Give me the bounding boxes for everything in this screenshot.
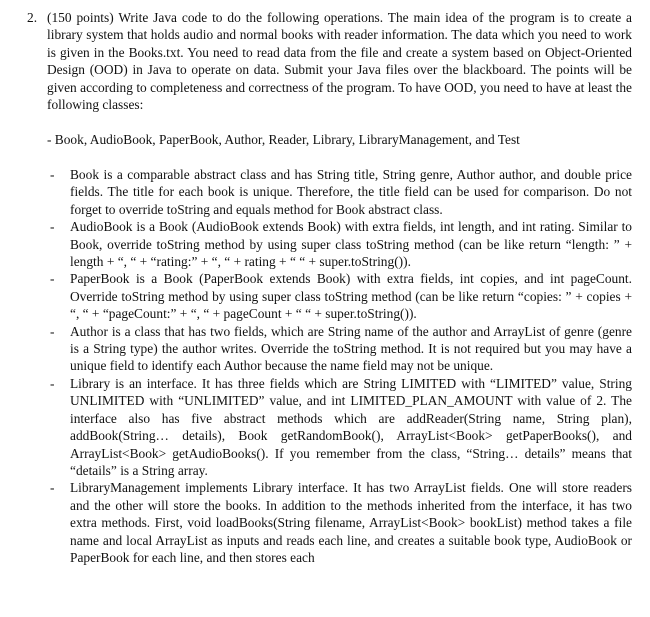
requirement-text: AudioBook is a Book (AudioBook extends Book) with extra fields, int length, and int rating. Similar to Book, override toString method by using super class toString method (can be like return “length: ” + length + “, “ + “rating:” + “, “ + rating + “ “ + super.toString()). <box>70 219 632 270</box>
requirement-text: PaperBook is a Book (PaperBook extends Book) with extra fields, int copies, and int pageCount. Override toString method by using super class toString method (can be like return “copies: ” + copies + “, “ + “pageCount:” + “, “ + pageCount + “ “ + super.toString()). <box>70 271 632 322</box>
requirement-book <box>47 166 632 218</box>
requirement-library <box>47 375 632 479</box>
requirement-text: Library is an interface. It has three fields which are String LIMITED with “LIMITED” value, String UNLIMITED with “UNLIMITED” value, and int LIMITED_PLAN_AMOUNT with value of 2. The interface also has five abstract methods which are addReader(String name, String plan), addBook(String… details), Book getRandomBook(), ArrayList<Book> getPaperBooks(), and ArrayList<Book> getAudioBooks(). If you remember from the class, “String… details” means that “details” is a String array. <box>70 375 632 478</box>
requirement-librarymanagement <box>47 479 632 566</box>
question-number: 2. <box>27 10 38 25</box>
requirement-text: Book is a comparable abstract class and has String title, String genre, Author author, and double price fields. The title for each book is unique. Therefore, the title field can be used for comparison. Do not forget to override toString and equals method for Book abstract class. <box>70 167 632 217</box>
requirement-audiobook <box>47 218 632 270</box>
bullet-dash: - <box>50 323 55 339</box>
required-classes-line: - Book, AudioBook, PaperBook, Author, Reader, Library, LibraryManagement, and Test <box>47 132 520 147</box>
bullet-dash: - <box>50 375 55 391</box>
requirement-paperbook <box>47 270 632 322</box>
requirement-text: Author is a class that has two fields, which are String name of the author and ArrayList of genre (genre is a String type) the author writes. Override the toString method. It is not required but you may have a unique field to identify each Author because the name field may not be unique. <box>70 323 632 374</box>
bullet-dash: - <box>50 480 55 496</box>
requirement-text: LibraryManagement implements Library interface. It has two ArrayList fields. One will store readers and the other will store the books. In addition to the methods inherited from the interface, it has two extra methods. First, void loadBooks(String filename, ArrayList<Book> bookList) method takes a file name and local ArrayList as inputs and reads each line, and creates a suitable book type, AudioBook or PaperBook for each line, and then stores each <box>70 480 632 565</box>
question-intro: (150 points) Write Java code to do the following operations. The main idea of the program is to create a library system that holds audio and normal books with reader information. The data which you need to work is given in the Books.txt. You need to read data from the file and create a system based on Object-Oriented Design (OOD) in Java to operate on data. Submit your Java files over the blackboard. The points will be given according to completeness and correctness of the program. To have OOD, you need to have at least the following classes: <box>47 10 632 113</box>
bullet-dash: - <box>50 167 55 182</box>
requirements-list <box>47 166 632 566</box>
requirement-author <box>47 323 632 375</box>
bullet-dash: - <box>50 219 55 235</box>
bullet-dash: - <box>50 271 55 287</box>
